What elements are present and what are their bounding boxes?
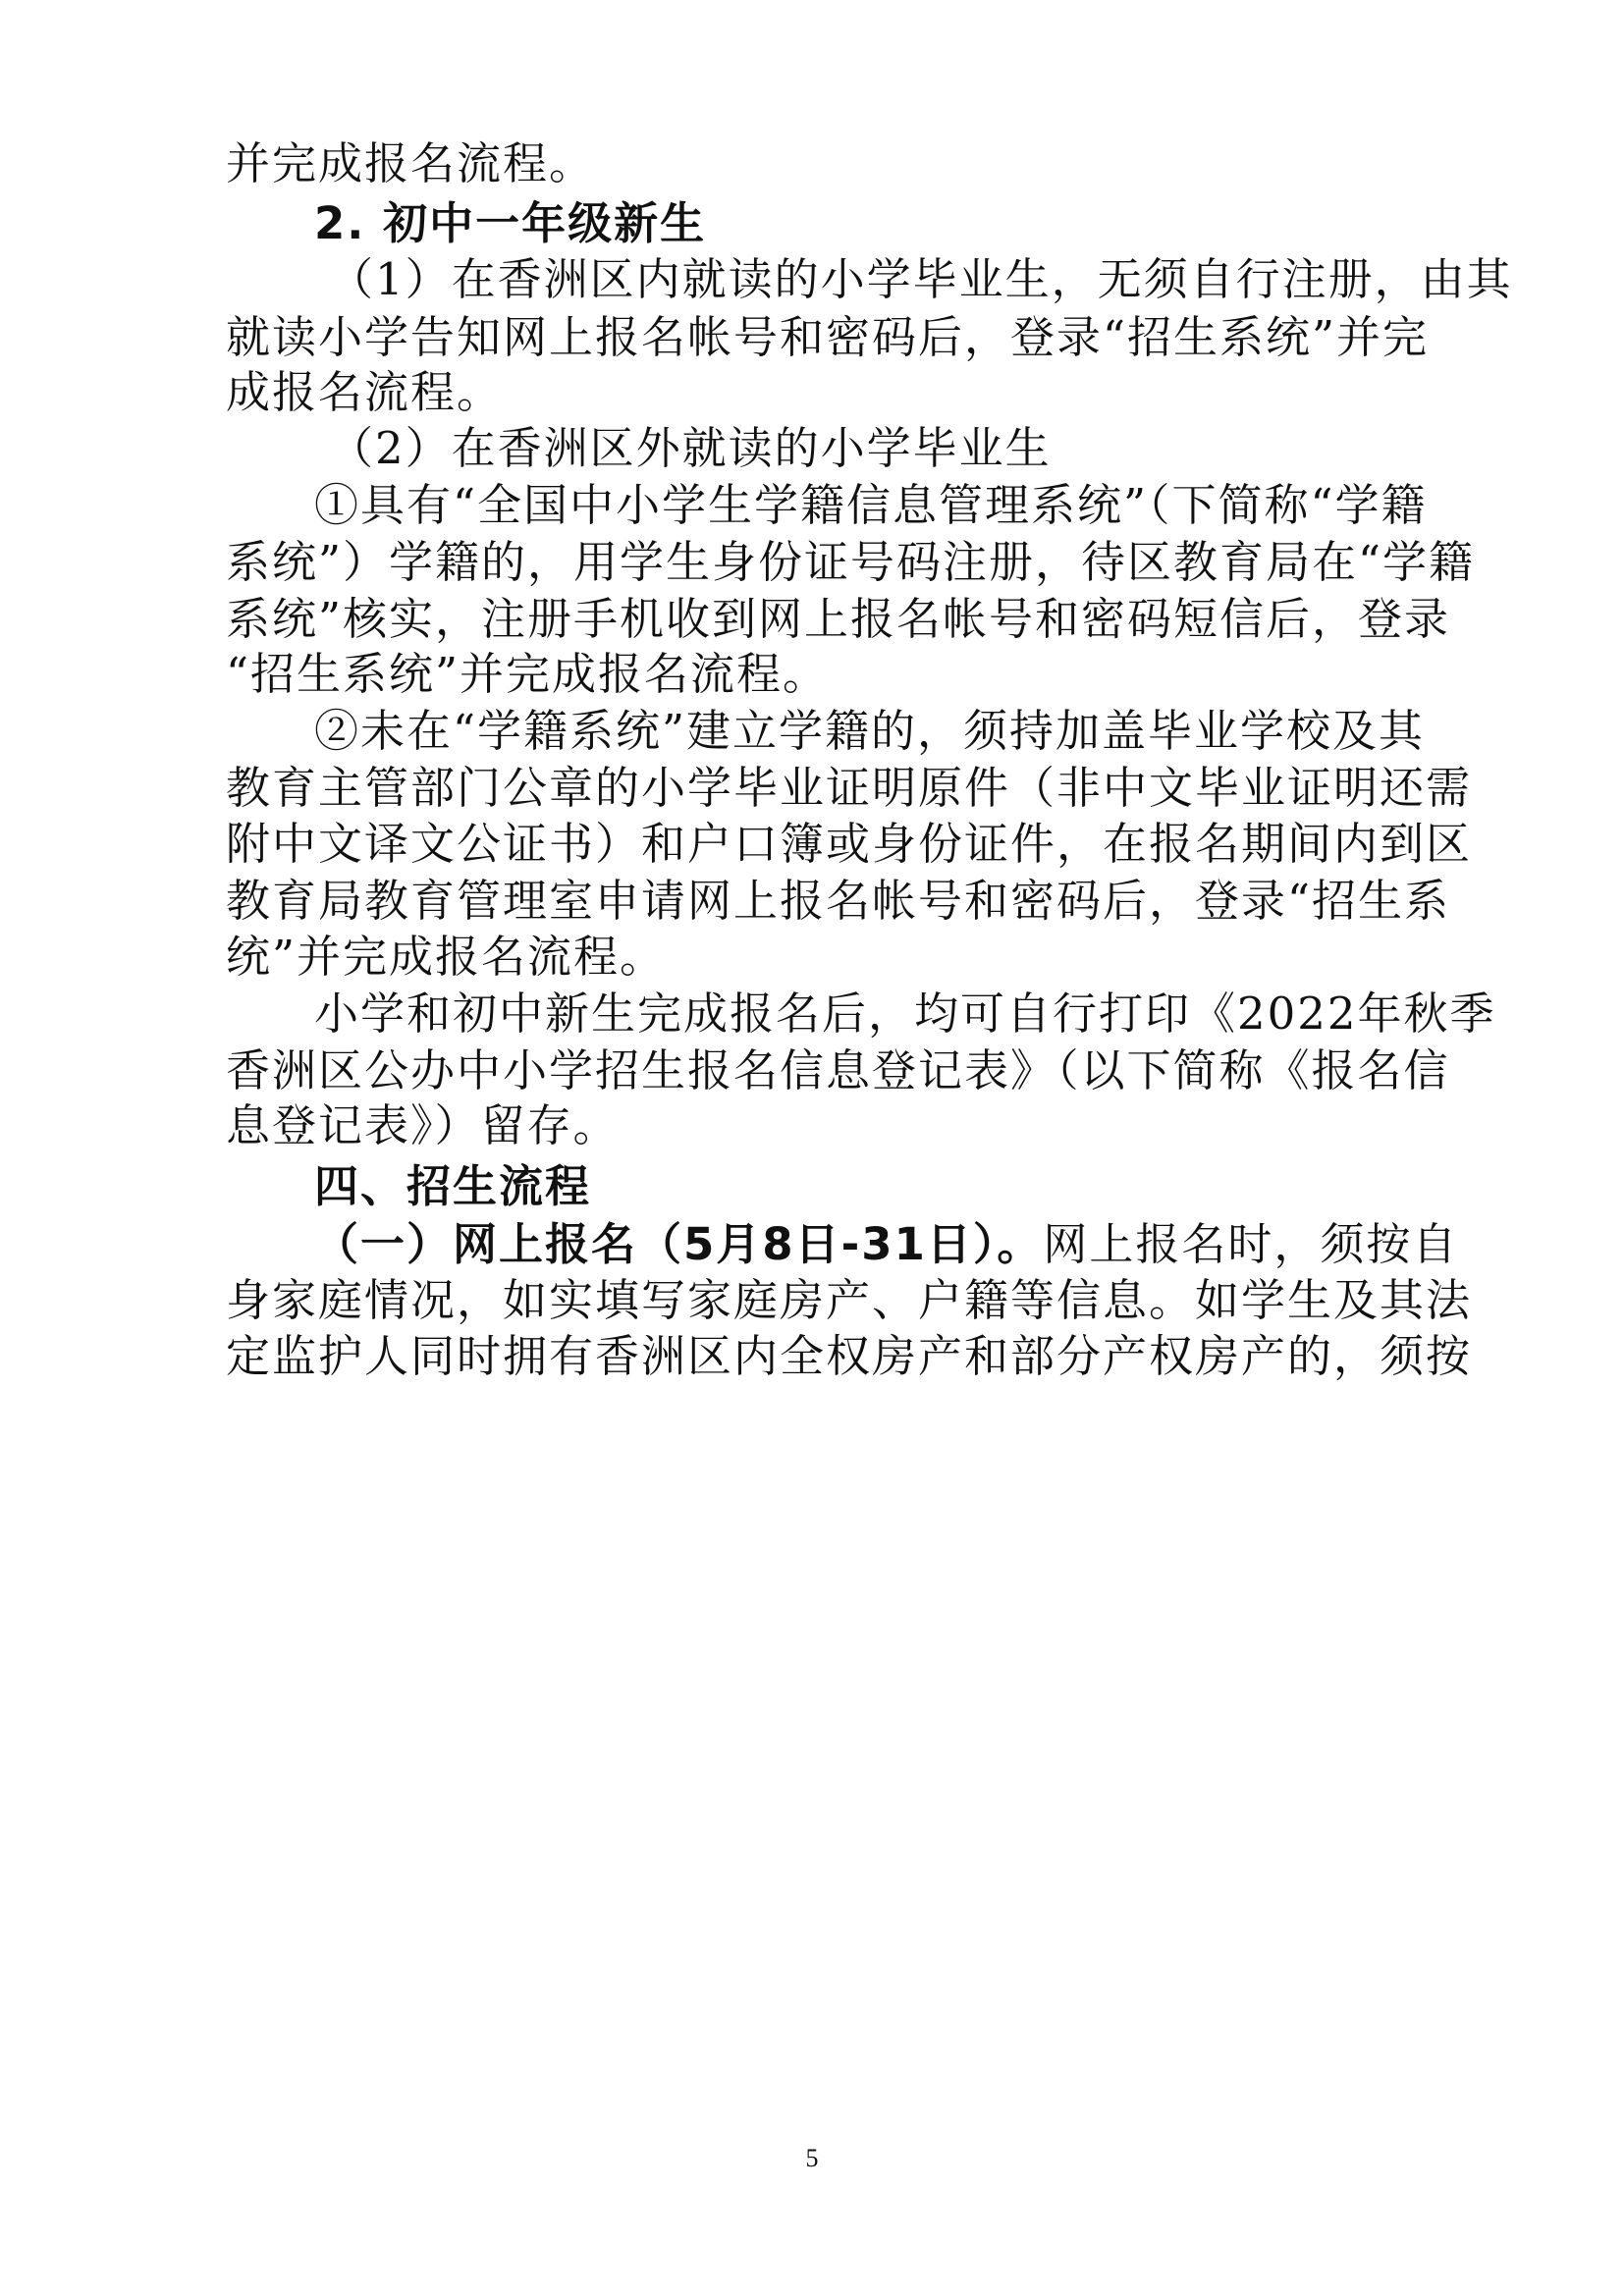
paragraph-line: 系统”核实，注册手机收到网上报名帐号和密码短信后，登录 — [226, 593, 1451, 645]
page-number: 5 — [805, 2144, 819, 2172]
chapter-heading: 四、招生流程 — [314, 1160, 592, 1212]
step-text: 网上报名时，须按自 — [1043, 1218, 1459, 1270]
paragraph-line: 教育主管部门公章的小学毕业证明原件（非中文毕业证明还需 — [226, 762, 1473, 814]
paragraph-line: 小学和初中新生完成报名后，均可自行打印《2022年秋季 — [314, 988, 1496, 1040]
paragraph-line: “招生系统”并完成报名流程。 — [226, 648, 830, 700]
paragraph-line: 并完成报名流程。 — [226, 137, 596, 189]
paragraph-line: 教育局教育管理室申请网上报名帐号和密码后，登录“招生系 — [226, 875, 1451, 927]
paragraph-line: 香洲区公办中小学招生报名信息登记表》（以下简称《报名信 — [226, 1044, 1450, 1096]
section-heading: 2. 初中一年级新生 — [314, 197, 707, 249]
paragraph-line: （1）在香洲区内就读的小学毕业生，无须自行注册，由其 — [329, 253, 1513, 305]
paragraph-line: 统”并完成报名流程。 — [226, 931, 667, 983]
paragraph-line: （2）在香洲区外就读的小学毕业生 — [329, 422, 1052, 474]
paragraph-line: 就读小学告知网上报名帐号和密码后，登录“招生系统”并完 — [226, 311, 1430, 363]
paragraph-line: 身家庭情况，如实填写家庭房产、户籍等信息。如学生及其法 — [226, 1274, 1473, 1326]
paragraph-line: 系统”）学籍的，用学生身份证号码注册，待区教育局在“学籍 — [226, 536, 1476, 588]
paragraph-line: ②未在“学籍系统”建立学籍的，须持加盖毕业学校及其 — [314, 705, 1426, 757]
paragraph-line: ①具有“全国中小学生学籍信息管理系统”（下简称“学籍 — [314, 479, 1428, 531]
paragraph-line: 定监护人同时拥有香洲区内全权房产和部分产权房产的，须按 — [226, 1330, 1473, 1382]
step-heading: （一）网上报名（5月8日-31日）。 — [314, 1218, 1044, 1270]
paragraph-line: 息登记表》）留存。 — [226, 1099, 620, 1151]
paragraph-line: 附中文译文公证书）和户口簿或身份证件，在报名期间内到区 — [226, 818, 1473, 870]
paragraph-line: 成报名流程。 — [226, 366, 504, 418]
